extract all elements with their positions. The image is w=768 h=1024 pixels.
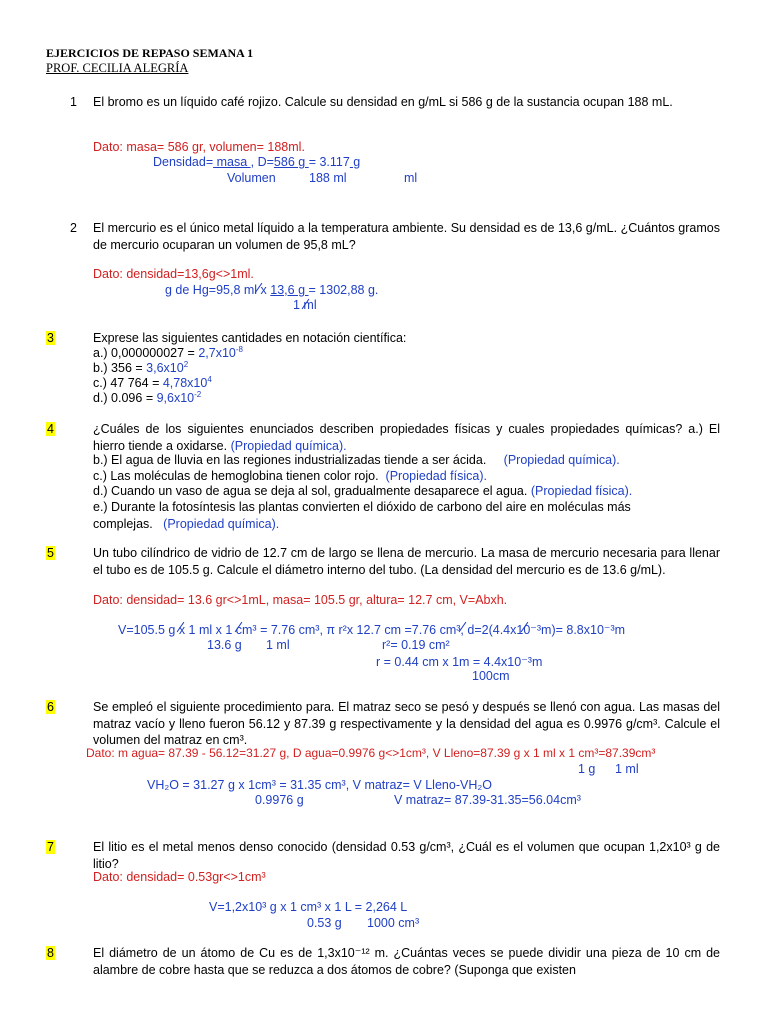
question-5-dato: Dato: densidad= 13.6 gr<>1mL, masa= 105.5 gr, altura= 12.7 cm, V=Abxh. (93, 593, 508, 607)
question-2-number: 2 (70, 221, 77, 235)
question-7-dato: Dato: densidad= 0.53gr<>1cm³ (93, 870, 266, 884)
worksheet-title: EJERCICIOS DE REPASO SEMANA 1 (46, 46, 254, 60)
question-4-text: ¿Cuáles de los siguientes enunciados describen propiedades físicas y cuales propiedades químicas? a.) El hierro tiende a oxidarse. (Propiedad química). (93, 422, 720, 453)
question-4-number: 4 (47, 422, 54, 436)
question-1-denominator-ml: ml (404, 171, 418, 185)
question-7-solution-line1: V=1,2x10³ g x 1 cm³ x 1 L = 2,264 L (209, 900, 408, 914)
question-7-denominator-0.53g: 0.53 g (307, 916, 342, 930)
question-4-item-e: e.) Durante la fotosíntesis las plantas convierten el dióxido de carbono del aire en moléculas más complejas. (Propiedad química). (93, 500, 631, 531)
question-1-text: El bromo es un líquido café rojizo. Calcule su densidad en g/mL si 586 g de la sustancia ocupan 188 mL. (93, 95, 673, 109)
question-4-item-b: b.) El agua de lluvia en las regiones industrializadas tiende a ser ácida. (Propiedad química). (93, 453, 620, 467)
question-1-number: 1 (70, 95, 77, 109)
question-5-r-squared: r²= 0.19 cm² (382, 638, 450, 652)
professor-name: PROF. CECILIA ALEGRÍA (46, 61, 189, 75)
question-8-text: El diámetro de un átomo de Cu es de 1,3x10⁻¹² m. ¿Cuántas veces se puede dividir una pieza de 10 cm de alambre de cobre hasta que se reduzca a dos átomos de cobre? (Suponga que existen (93, 946, 720, 977)
question-5-denominator-100cm: 100cm (472, 669, 510, 683)
question-7-denominator-1000cm3: 1000 cm³ (367, 916, 420, 930)
question-6-number: 6 (47, 700, 54, 714)
question-6-matraz-volume: V matraz= 87.39-31.35=56.04cm³ (394, 793, 581, 807)
question-3-number: 3 (47, 331, 54, 345)
question-2-solution-line1: g de Hg=95,8 ml x 13,6 g = 1302,88 g. (165, 283, 379, 297)
question-6-text: Se empleó el siguiente procedimiento para. El matraz seco se pesó y después se llenó con agua. Las masas del matraz vacío y lleno fueron 56.12 y 87.39 g respectivamente y la densidad del agua es 0.9976 g/cm³. Calcule el volumen del matraz en cm³. (93, 700, 720, 747)
question-1-dato: Dato: masa= 586 gr, volumen= 188ml. (93, 140, 305, 154)
question-8-number: 8 (47, 946, 54, 960)
question-5-denominator-1ml: 1 ml (266, 638, 290, 652)
question-3-item-c: c.) 47 $764 = 4,78x10^4$ (93, 375, 212, 390)
question-1-solution-line1: Densidad= masa , D=586 g = 3.117 g (153, 155, 361, 169)
question-7-number: 7 (47, 840, 54, 854)
question-5-solution-line1: V=105.5 g x 1 ml x 1 cm³ = 7.76 cm³, π r²x 12.7 cm =7.76 cm³, d=2(4.4x10⁻³m)= 8.8x10⁻³m (118, 623, 626, 637)
question-4-item-d: d.) Cuando un vaso de agua se deja al sol, gradualmente desaparece el agua. (Propiedad física). (93, 484, 633, 498)
question-2-text: El mercurio es el único metal líquido a la temperatura ambiente. Su densidad es de 13,6 g/mL. ¿Cuántos gramos de mercurio ocuparan un volumen de 95,8 mL? (93, 221, 720, 252)
question-6-denominator-1ml: 1 ml (615, 762, 639, 776)
question-5-radius: r = 0.44 cm x 1m = 4.4x10⁻³m (376, 655, 543, 669)
question-7-text: El litio es el metal menos denso conocido (densidad 0.53 g/cm³, ¿Cuál es el volumen que ocupan 1,2x10³ g de litio? (93, 840, 720, 871)
question-5-text: Un tubo cilíndrico de vidrio de 12.7 cm de largo se llena de mercurio. La masa de mercurio necesaria para llenar el tubo es de 105.5 g. Calcule el diámetro interno del tubo. (La densidad del mercurio es de 13.6 g/mL). (93, 546, 720, 577)
question-3-item-a: a.) $0,000000027 = 2,7x10^{-8}$ (93, 345, 243, 360)
question-3-text: Exprese las siguientes cantidades en notación científica: (93, 331, 407, 345)
question-6-denominator-1g: 1 g (578, 762, 596, 776)
question-6-solution-line1: VH₂O = 31.27 g x 1cm³ = 31.35 cm³, V matraz= V Lleno-VH₂O (147, 778, 492, 792)
question-6-denominator-0.9976g: 0.9976 g (255, 793, 304, 807)
question-1-denominator-volume: Volumen (227, 171, 276, 185)
question-5-denominator-13.6g: 13.6 g (207, 638, 242, 652)
question-3-item-d: d.) $0.096 = 9,6x10^{-2}$ (93, 390, 202, 405)
question-5-number: 5 (47, 546, 54, 560)
question-2-denominator: 1 ml (293, 298, 317, 312)
question-4-item-c: c.) Las moléculas de hemoglobina tienen color rojo. (Propiedad física). (93, 469, 487, 483)
question-2-dato: Dato: densidad=13,6g<>1ml. (93, 267, 254, 281)
question-1-denominator-188: 188 ml (309, 171, 347, 185)
question-6-dato: Dato: m agua= 87.39 - 56.12=31.27 g, D agua=0.9976 g<>1cm³, V Lleno=87.39 g x 1 ml x 1 cm³=87.39cm³ (86, 746, 656, 760)
question-3-item-b: b.) $356 = 3,6x10^2$ (93, 360, 189, 375)
